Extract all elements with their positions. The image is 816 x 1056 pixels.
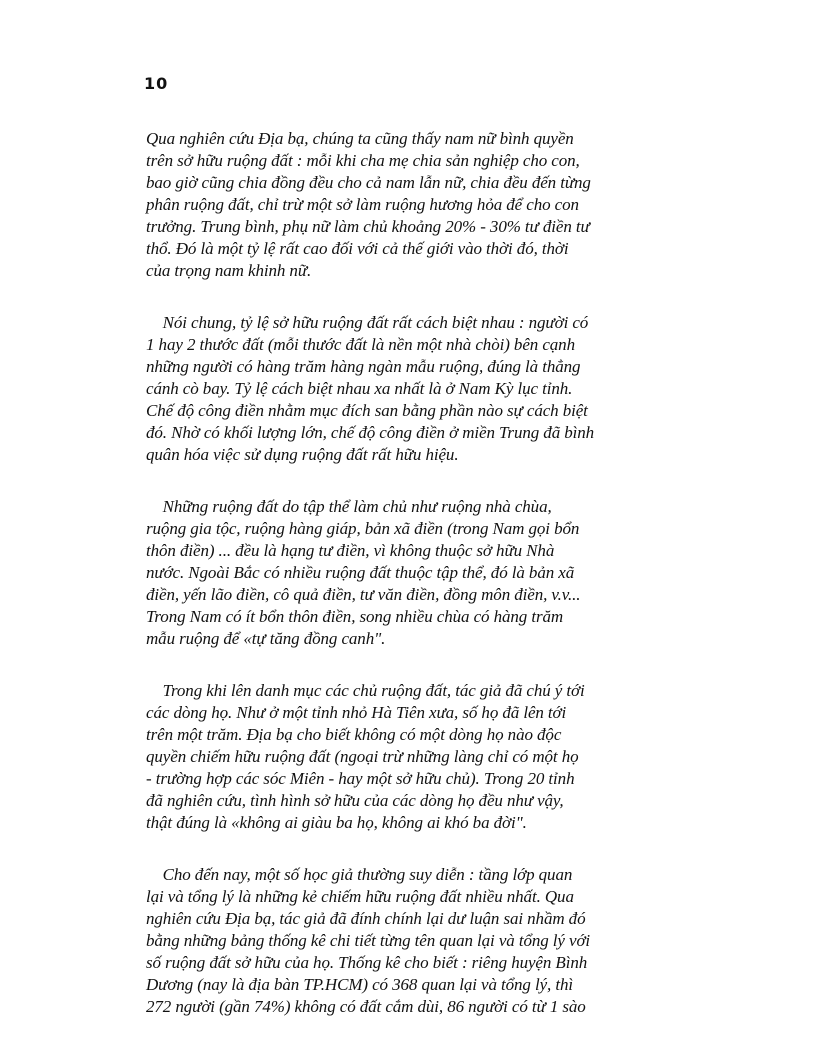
- text-line: ruộng gia tộc, ruộng hàng giáp, bản xã điền (trong Nam gọi bổn: [146, 519, 580, 538]
- text-line: Cho đến nay, một số học giả thường suy diễn : tầng lớp quan: [146, 865, 573, 884]
- text-line: Qua nghiên cứu Địa bạ, chúng ta cũng thấy nam nữ bình quyền: [146, 129, 574, 148]
- text-line: quyền chiếm hữu ruộng đất (ngoại trừ những làng chỉ có một họ: [146, 747, 579, 766]
- text-line: đó. Nhờ có khối lượng lớn, chế độ công điền ở miền Trung đã bình: [146, 423, 595, 442]
- text-line: phân ruộng đất, chỉ trừ một sở làm ruộng hương hỏa để cho con: [146, 195, 579, 214]
- text-line: thổ. Đó là một tỷ lệ rất cao đối với cả thế giới vào thời đó, thời: [146, 239, 569, 258]
- text-line: Dương (nay là địa bàn TP.HCM) có 368 quan lại và tổng lý, thì: [146, 975, 573, 994]
- text-line: Nói chung, tỷ lệ sở hữu ruộng đất rất cách biệt nhau : người có: [146, 313, 589, 332]
- body-text: [146, 128, 676, 1048]
- page-number: 10: [144, 74, 169, 93]
- text-line: trưởng. Trung bình, phụ nữ làm chủ khoảng 20% - 30% tư điền tư: [146, 217, 590, 236]
- text-line: trên sở hữu ruộng đất : mỗi khi cha mẹ chia sản nghiệp cho con,: [146, 151, 580, 170]
- text-line: những người có hàng trăm hàng ngàn mẫu ruộng, đúng là thẳng: [146, 357, 581, 376]
- text-line: Những ruộng đất do tập thể làm chủ như ruộng nhà chùa,: [146, 497, 552, 516]
- text-line: cánh cò bay. Tỷ lệ cách biệt nhau xa nhất là ở Nam Kỳ lục tỉnh.: [146, 379, 573, 398]
- text-line: bao giờ cũng chia đồng đều cho cả nam lẫn nữ, chia đều đến từng: [146, 173, 591, 192]
- paragraph-1: [146, 128, 676, 282]
- paragraph-4: [146, 680, 676, 834]
- text-line: trên một trăm. Địa bạ cho biết không có một dòng họ nào độc: [146, 725, 562, 744]
- text-line: 1 hay 2 thước đất (mỗi thước đất là nền một nhà chòi) bên cạnh: [146, 335, 575, 354]
- text-line: quân hóa việc sử dụng ruộng đất rất hữu hiệu.: [146, 445, 459, 464]
- text-line: các dòng họ. Như ở một tỉnh nhỏ Hà Tiên xưa, số họ đã lên tới: [146, 703, 567, 722]
- text-line: 272 người (gần 74%) không có đất cắm dùi, 86 người có từ 1 sào: [146, 997, 586, 1016]
- text-line: Chế độ công điền nhằm mục đích san bằng phần nào sự cách biệt: [146, 401, 588, 420]
- text-line: lại và tổng lý là những kẻ chiếm hữu ruộng đất nhiều nhất. Qua: [146, 887, 574, 906]
- text-line: thật đúng là «không ai giàu ba họ, không ai khó ba đời".: [146, 813, 527, 832]
- text-line: số ruộng đất sở hữu của họ. Thống kê cho biết : riêng huyện Bình: [146, 953, 588, 972]
- paragraph-3: [146, 496, 676, 650]
- text-line: - trường hợp các sóc Miên - hay một sở hữu chủ). Trong 20 tỉnh: [146, 769, 575, 788]
- text-line: Trong Nam có ít bổn thôn điền, song nhiều chùa có hàng trăm: [146, 607, 564, 626]
- text-line: điền, yến lão điền, cô quả điền, tư văn điền, đồng môn điền, v.v...: [146, 585, 581, 604]
- text-line: đã nghiên cứu, tình hình sở hữu của các dòng họ đều như vậy,: [146, 791, 564, 810]
- text-line: của trọng nam khinh nữ.: [146, 261, 312, 280]
- paragraph-2: [146, 312, 676, 466]
- text-line: Trong khi lên danh mục các chủ ruộng đất, tác giả đã chú ý tới: [146, 681, 585, 700]
- text-line: thôn điền) ... đều là hạng tư điền, vì không thuộc sở hữu Nhà: [146, 541, 555, 560]
- paragraph-5: [146, 864, 676, 1018]
- text-line: nghiên cứu Địa bạ, tác giả đã đính chính lại dư luận sai nhầm đó: [146, 909, 586, 928]
- text-line: mẫu ruộng để «tự tăng đồng canh".: [146, 629, 386, 648]
- text-line: bằng những bảng thống kê chi tiết từng tên quan lại và tổng lý với: [146, 931, 591, 950]
- text-line: nước. Ngoài Bắc có nhiều ruộng đất thuộc tập thể, đó là bản xã: [146, 563, 575, 582]
